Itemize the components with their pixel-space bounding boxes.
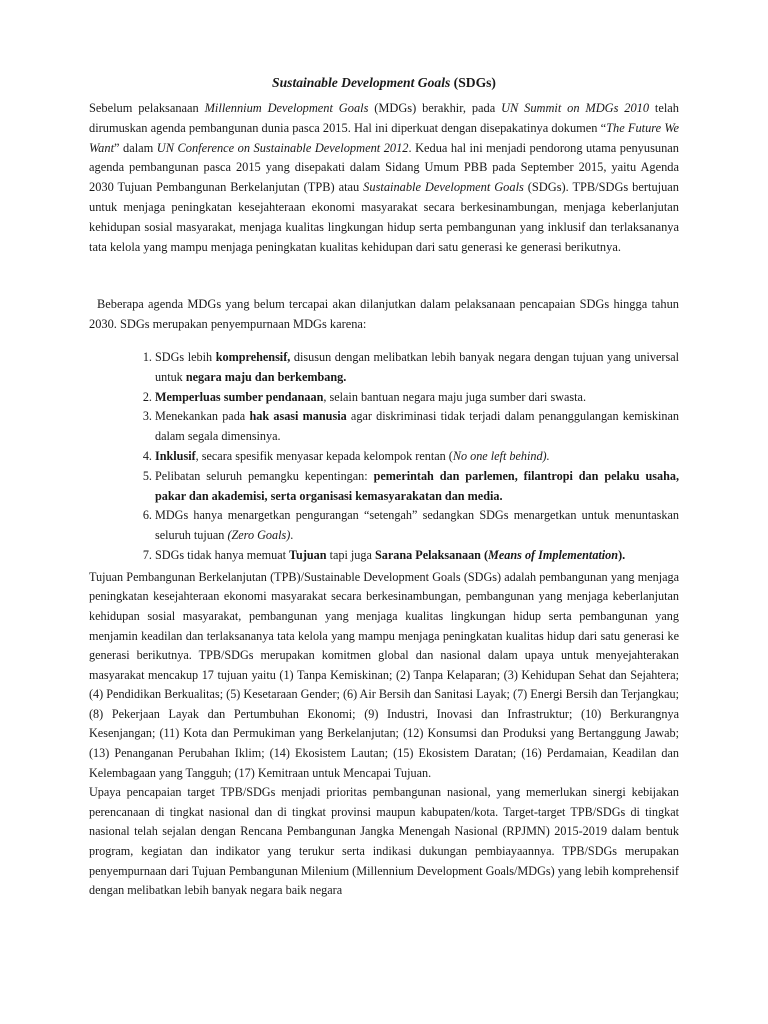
- li6-a: MDGs hanya menargetkan pengurangan “setengah” sedangkan SDGs menargetkan untuk menuntaskan seluruh tujuan: [155, 508, 679, 543]
- p1-italic-5: Sustainable Development Goals: [363, 180, 524, 195]
- li1-a: SDGs lebih: [155, 349, 216, 364]
- p1-italic-4: UN Conference on Sustainable Development 2012: [156, 140, 409, 155]
- li2-c: , selain bantuan negara maju juga sumber dari swasta.: [323, 389, 587, 404]
- p1-text-2: (MDGs) berakhir, pada: [368, 101, 502, 115]
- paragraph-intro: [89, 99, 679, 257]
- li2-b: Memperluas sumber pendanaan: [155, 389, 324, 404]
- li7-e: ).: [618, 547, 626, 562]
- li4-b: Inklusif: [155, 448, 196, 463]
- li6-c: .: [290, 528, 294, 543]
- title-italic: Sustainable Development Goals: [272, 75, 451, 90]
- list-item: [155, 467, 679, 507]
- li3-a: Menekankan pada: [155, 409, 250, 424]
- li5-a: Pelibatan seluruh pemangku kepentingan:: [155, 468, 374, 483]
- p1-text-5: . Kedua hal ini menjadi pendorong utama penyusunan agenda pembangunan pasca 2015 yang disepakati dalam Sidang Umum PBB pada September 2015, yaitu Agenda 2030 Tujuan Pembangunan Berkelanjutan (TPB) atau: [89, 140, 679, 195]
- p1-italic-3: The Future We Want: [89, 120, 679, 155]
- reasons-list: [89, 348, 679, 566]
- paragraph-priority: Upaya pencapaian target TPB/SDGs menjadi prioritas pembangunan nasional, yang memerlukan sinergi kebijakan perencanaan di tingkat nasional dan di tingkat provinsi maupun kabupaten/kota. Target-target TPB/SDGs di tingkat nasional telah sejalan dengan Rencana Pembangunan Jangka Menengah Nasional (RPJMN) 2015-2019 dalam bentuk program, kegiatan dan indikator yang terukur serta indikasi dukungan pembiayaannya. TPB/SDGs merupakan penyempurnaan dari Tujuan Pembangunan Milenium (Millennium Development Goals/MDGs) yang lebih komprehensif dengan melibatkan lebih banyak negara baik negara: [89, 785, 679, 898]
- li7-b: Tujuan: [289, 547, 327, 562]
- paragraph-mdgs: Beberapa agenda MDGs yang belum tercapai akan dilanjutkan dalam pelaksanaan pencapaian SDGs hingga tahun 2030. SDGs merupakan penyempurnaan MDGs karena:: [89, 297, 679, 332]
- li5-b: pemerintah dan parlemen, filantropi dan pelaku usaha, pakar dan akademisi, serta organisasi kemasyarakatan dan media.: [155, 468, 679, 503]
- li3-c: agar diskriminasi tidak terjadi dalam penanggulangan kemiskinan dalam segala dimensinya.: [155, 409, 679, 444]
- p1-text-6: (SDGs). TPB/SDGs bertujuan untuk menjaga peningkatan kesejahteraan ekonomi masyarakat secara berkesinambungan, menjaga keberlanjutan kehidupan sosial masyarakat, menjaga kualitas lingkungan hidup serta pembangunan yang inklusif dan terlaksananya tata kelola yang mampu menjaga peningkatan kualitas kehidupan dari satu generasi ke generasi berikutnya.: [89, 180, 679, 254]
- li3-b: hak asasi manusia: [249, 409, 347, 424]
- list-item: [155, 407, 679, 447]
- title-rest: (SDGs): [450, 75, 496, 90]
- list-item: [155, 546, 679, 566]
- li1-d: negara maju dan berkembang.: [185, 369, 347, 384]
- document-title: [89, 74, 679, 92]
- li7-a: SDGs tidak hanya memuat: [155, 547, 290, 562]
- p1-text-3: telah dirumuskan agenda pembangunan dunia pasca 2015. Hal ini diperkuat dengan disepakatinya dokumen “: [89, 101, 679, 135]
- li7-bi: Means of Implementation: [488, 547, 619, 562]
- li7-d: Sarana Pelaksanaan (: [374, 547, 489, 562]
- li4-c: , secara spesifik menyasar kepada kelompok rentan (: [195, 448, 453, 463]
- li7-c: tapi juga: [326, 547, 375, 562]
- li1-b: komprehensif,: [215, 349, 291, 364]
- p1-text-4: ” dalam: [114, 140, 157, 155]
- p1-italic-1: Millennium Development Goals: [204, 101, 369, 115]
- li4-i: No one left behind).: [452, 448, 550, 463]
- list-item: [155, 348, 679, 388]
- list-item: [155, 388, 679, 408]
- p1-italic-2: UN Summit on MDGs 2010: [501, 101, 650, 115]
- li6-i: (Zero Goals): [227, 528, 291, 543]
- paragraph-tpb-definition: Tujuan Pembangunan Berkelanjutan (TPB)/Sustainable Development Goals (SDGs) adalah pembangunan yang menjaga peningkatan kesejahteraan ekonomi masyarakat secara berkesinambungan, pembangunan yang menjaga keberlanjutan kehidupan sosial masyarakat, pembangunan yang menjaga kualitas lingkungan hidup serta pembangunan yang menjamin keadilan dan terlaksananya tata kelola yang mampu menjaga peningkatan kualitas hidup dari satu generasi ke generasi berikutnya. TPB/SDGs merupakan komitmen global dan nasional dalam upaya untuk menyejahterakan masyarakat mencakup 17 tujuan yaitu (1) Tanpa Kemiskinan; (2) Tanpa Kelaparan; (3) Kehidupan Sehat dan Sejahtera; (4) Pendidikan Berkualitas; (5) Kesetaraan Gender; (6) Air Bersih dan Sanitasi Layak; (7) Energi Bersih dan Terjangkau; (8) Pekerjaan Layak dan Pertumbuhan Ekonomi; (9) Industri, Inovasi dan Infrastruktur; (10) Berkurangnya Kesenjangan; (11) Kota dan Permukiman yang Berkelanjutan; (12) Konsumsi dan Produksi yang Bertanggung Jawab; (13) Penanganan Perubahan Iklim; (14) Ekosistem Lautan; (15) Ekosistem Daratan; (16) Perdamaian, Keadilan dan Kelembagaan yang Tangguh; (17) Kemitraan untuk Mencapai Tujuan.: [89, 569, 679, 780]
- list-item: [155, 447, 679, 467]
- li1-c: disusun dengan melibatkan lebih banyak negara dengan tujuan yang universal untuk: [155, 349, 679, 384]
- list-item: [155, 506, 679, 546]
- p1-text-1: Sebelum pelaksanaan: [89, 101, 205, 115]
